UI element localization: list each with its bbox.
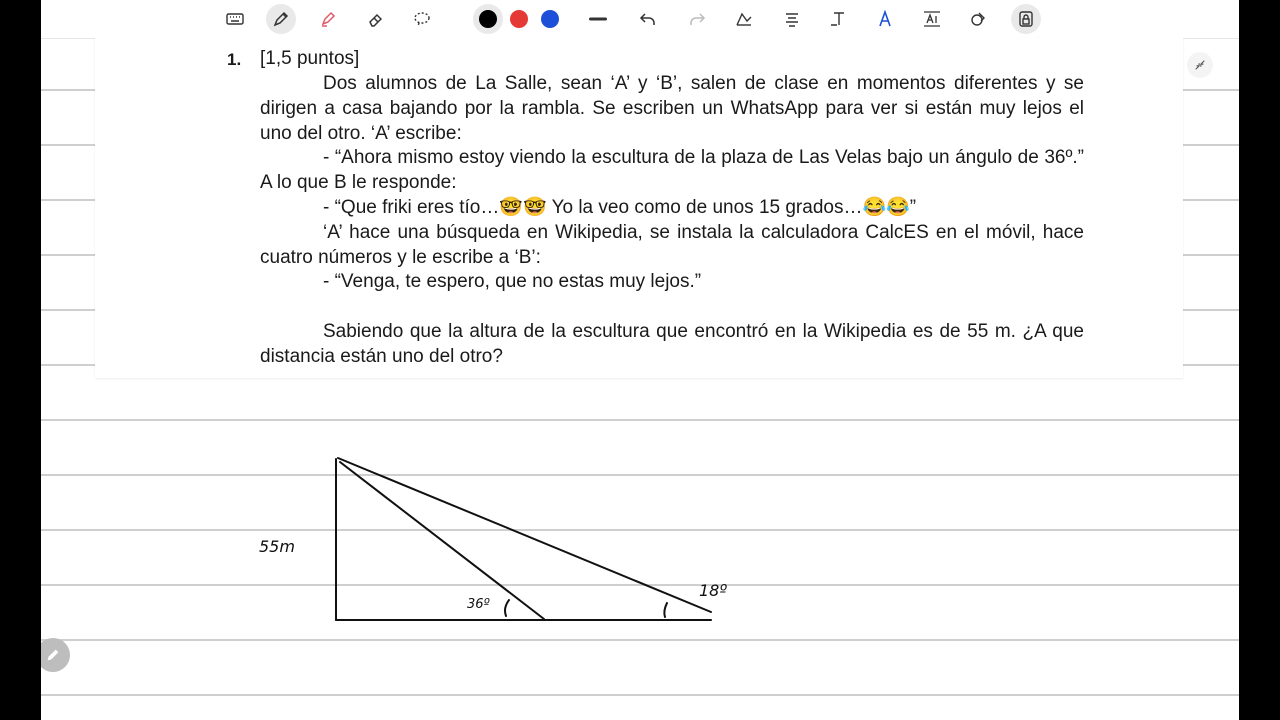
question-points: [1,5 puntos] [260, 48, 360, 69]
paragraph-reply: - “Venga, te espero, que no estas muy lejos.” [323, 271, 702, 293]
angle-label-far: 18º [699, 581, 727, 600]
paragraph-question: Sabiendo que la altura de la escultura que encontró en la Wikipedia es de 55 m. ¿A que distancia están uno del otro? [260, 320, 1084, 367]
sight-line-near [340, 462, 544, 619]
sight-line-far [338, 458, 711, 612]
angle-arc-near [505, 600, 509, 616]
paragraph-intro: Dos alumnos de La Salle, sean ‘A’ y ‘B’, salen de clase en momentos diferentes y se dirigen a casa bajando por la rambla. Se escriben un WhatsApp para ver si están muy lejos el uno del otro. ‘A’ escribe: [260, 73, 1084, 144]
notebook-page[interactable] [41, 0, 1239, 720]
height-label: 55m [259, 537, 295, 556]
handwritten-sketch [41, 0, 1239, 720]
angle-label-near: 36º [467, 597, 490, 612]
question-number: 1. [227, 50, 242, 69]
angle-arc-far [664, 603, 667, 617]
paragraph-message-a: - “Ahora mismo estoy viendo la escultura de la plaza de Las Velas bajo un ángulo de 36º.” A lo que B le responde: [260, 147, 1084, 194]
paragraph-message-b: - “Que friki eres tío…🤓🤓 Yo la veo como de unos 15 grados…😂😂” [323, 196, 917, 218]
paragraph-search: ‘A’ hace una búsqueda en Wikipedia, se instala la calculadora CalcES en el móvil, hace cuatro números y le escribe a ‘B’: [260, 221, 1084, 268]
